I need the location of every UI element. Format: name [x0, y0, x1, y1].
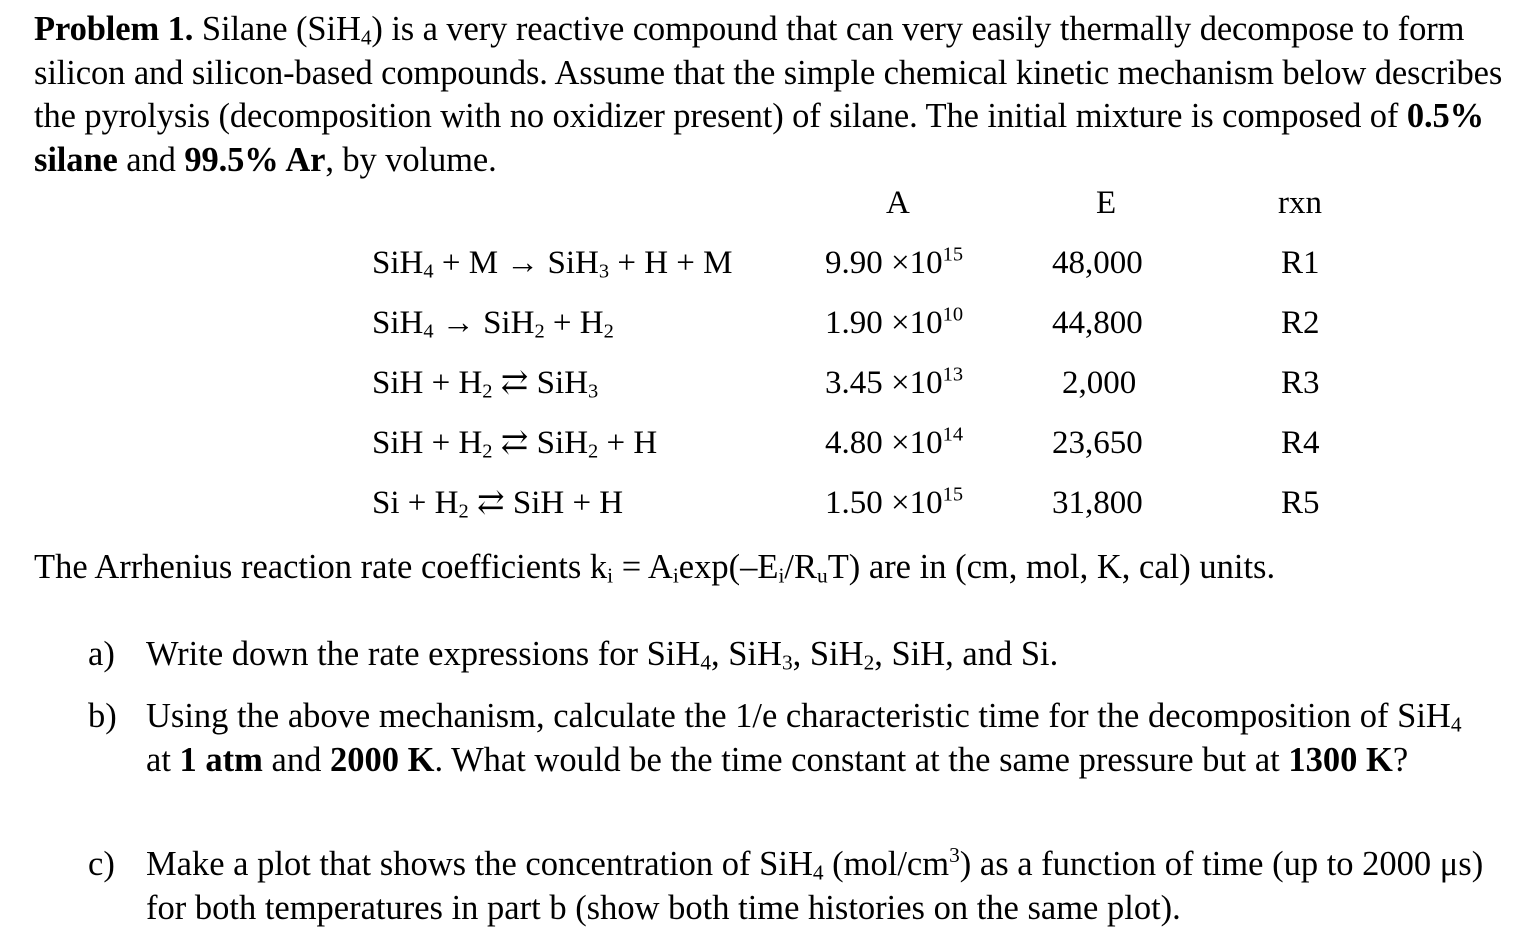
silane-fraction: 0.5% silane	[34, 97, 1485, 179]
reaction-id-r5: R5	[1281, 485, 1320, 521]
reaction-id-r2: R2	[1281, 305, 1320, 341]
header-a: A	[886, 185, 910, 221]
intro-text-3: and	[117, 140, 185, 179]
activation-energy-r2: 44,800	[1052, 305, 1143, 341]
reaction-equation-r5: $Si + H_2$ ⇄ SiH + H	[372, 485, 624, 523]
reaction-id-r3: R3	[1281, 365, 1320, 401]
activation-energy-r4: 23,650	[1052, 425, 1143, 461]
pre-exponential-r4: $4.80 \times 10^{14}$	[825, 423, 964, 461]
question-c-label: c)	[88, 845, 115, 883]
pre-exponential-r3: $3.45 \times 10^{13}$	[825, 363, 964, 401]
intro-text-4: , by volume.	[325, 140, 497, 179]
reaction-equation-r2: $SiH_4 \to SiH_2 + H_2$	[372, 305, 614, 343]
question-a	[88, 633, 1488, 677]
question-a-label: a)	[88, 635, 115, 673]
argon-fraction: 99.5% Ar	[184, 140, 326, 179]
intro-subscript: 4	[360, 25, 372, 50]
arrhenius-note: The Arrhenius reaction rate coefficients $k_i = A_i\exp(-E_i/R_uT)$ are in (cm, mol, K, cal) units.	[34, 548, 1276, 588]
pre-exponential-r2: $1.90 \times 10^{10}$	[825, 303, 964, 341]
activation-energy-r1: 48,000	[1052, 245, 1143, 281]
pre-exponential-r1: $9.90 \times 10^{15}$	[825, 243, 964, 281]
reaction-equation-r3: SiH + $H_2$ ⇄ SiH$_3$	[372, 365, 599, 403]
question-a-text: Write down the rate expressions for SiH$_4$, SiH$_3$, SiH$_2$, SiH, and Si.	[146, 635, 1059, 675]
header-rxn: rxn	[1278, 185, 1322, 221]
reaction-id-r1: R1	[1281, 245, 1320, 281]
intro-text-1: Silane (SiH	[193, 10, 361, 48]
reaction-id-r4: R4	[1281, 425, 1320, 461]
header-e: E	[1096, 185, 1117, 221]
pre-exponential-r5: $1.50 \times 10^{15}$	[825, 483, 964, 521]
activation-energy-r3: 2,000	[1062, 365, 1137, 401]
problem-heading: Problem 1.	[34, 10, 194, 48]
reaction-equation-r4: SiH + $H_2$ ⇄ SiH$_2$ + H	[372, 425, 658, 463]
activation-energy-r5: 31,800	[1052, 485, 1143, 521]
question-b	[88, 695, 1488, 782]
question-c	[88, 843, 1488, 930]
reaction-equation-r1: SiH$_4$ + M → SiH$_3$ + H + M	[372, 245, 733, 283]
intro-text-2: ) is a very reactive compound that can very easily thermally decompose to form silicon and silicon-based compounds. Assume that the simple chemical kinetic mechanism below describes the pyrolysis (decomposition with no oxidizer present) of silane. The initial mixture is composed of	[34, 10, 1503, 135]
question-c-text: Make a plot that shows the concentration of SiH$_4$ $(mol/cm^3)$ as a function of time (up to 2000 μs) for both temperatures in part b (show both time histories on the same plot).	[146, 842, 1484, 927]
problem-statement	[34, 8, 1509, 182]
question-b-label: b)	[88, 697, 117, 735]
question-b-text: Using the above mechanism, calculate the 1/e characteristic time for the decomposition of SiH$_4$ at 1 atm and 2000 K. What would be the time constant at the same pressure but at 1300 K?	[146, 697, 1462, 779]
